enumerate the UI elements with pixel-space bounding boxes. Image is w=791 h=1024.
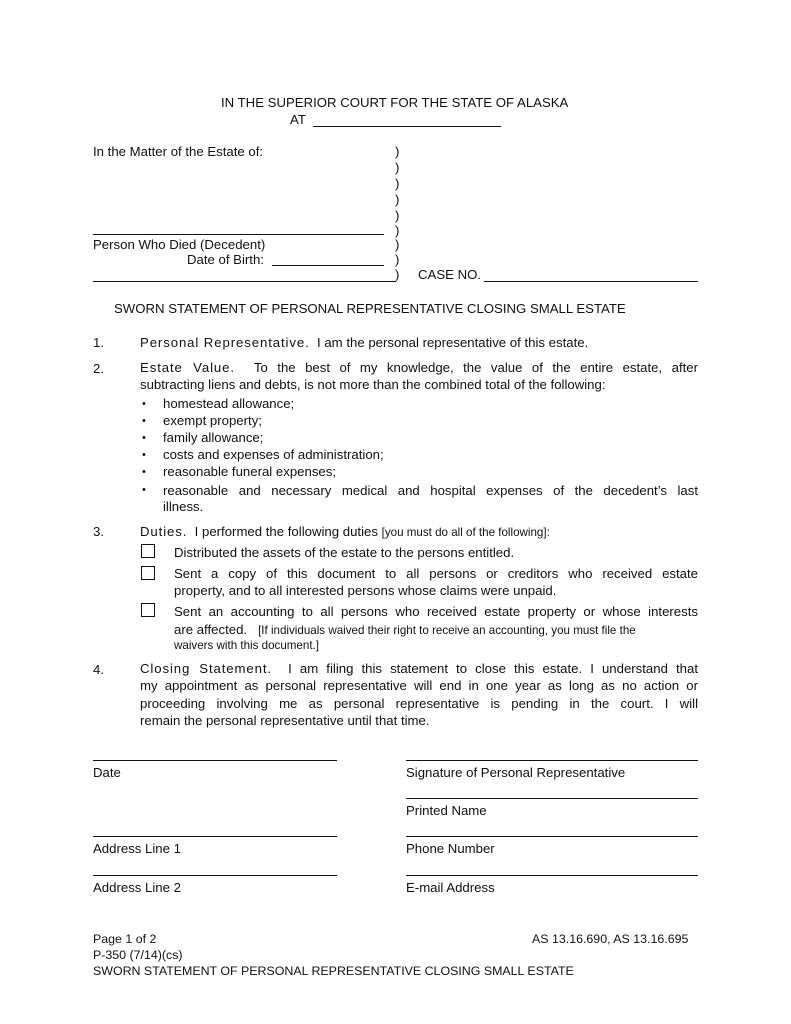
duty-3-line-2 <box>174 623 636 637</box>
duty-3-checkbox[interactable] <box>141 603 155 617</box>
address-1-label: Address Line 1 <box>93 841 181 856</box>
document-title: SWORN STATEMENT OF PERSONAL REPRESENTATIVE CLOSING SMALL ESTATE <box>114 301 626 316</box>
duty-3-text <box>174 603 698 620</box>
list-item-continuation: illness. <box>163 499 204 514</box>
address-2-label: Address Line 2 <box>93 880 181 895</box>
section-line: subtracting liens and debts, is not more than the combined total of the following: <box>140 377 606 393</box>
caption-paren: ) <box>395 192 400 207</box>
bullet-icon: • <box>142 398 146 410</box>
form-number: P-350 (7/14)(cs) <box>93 948 183 962</box>
caption-paren: ) <box>395 237 400 252</box>
address-1-line[interactable] <box>93 836 337 837</box>
duty-line: are affected. <box>174 622 248 637</box>
list-item: reasonable and necessary medical and hospital expenses of the decedent’s last <box>163 483 698 498</box>
bullet-icon: • <box>142 415 146 427</box>
section-heading: Duties. <box>140 524 188 539</box>
caption-paren: ) <box>395 176 400 191</box>
case-no-line[interactable] <box>484 281 698 282</box>
list-item: family allowance; <box>163 430 264 445</box>
phone-line[interactable] <box>406 836 698 837</box>
signature-line[interactable] <box>406 760 698 761</box>
bullet-icon: • <box>142 484 146 496</box>
caption-paren: ) <box>395 208 400 223</box>
caption-paren: ) <box>395 223 400 238</box>
section-line: proceeding involving me as personal representative is pending in the court. I will <box>140 695 698 711</box>
section-4-text <box>140 660 698 729</box>
section-number: 2. <box>93 361 104 376</box>
list-item: homestead allowance; <box>163 396 295 411</box>
instruction-note: [you must do all of the following]: <box>381 526 550 539</box>
statute-citation: AS 13.16.690, AS 13.16.695 <box>532 932 689 946</box>
dob-line[interactable] <box>272 265 384 266</box>
section-number: 3. <box>93 524 104 539</box>
decedent-name-line[interactable] <box>93 234 384 235</box>
section-heading: Estate Value. <box>140 360 235 375</box>
bullet-icon: • <box>142 449 146 461</box>
duty-2-text <box>174 565 698 600</box>
date-line[interactable] <box>93 760 337 761</box>
instruction-note: [If individuals waived their right to receive an accounting, you must file the <box>258 624 636 637</box>
section-1 <box>140 336 588 349</box>
section-line: my appointment as personal representative will end in one year as long as no action or <box>140 678 698 694</box>
section-2-text <box>140 359 698 394</box>
duty-line: Sent an accounting to all persons who received estate property or whose interests <box>174 604 698 619</box>
printed-name-line[interactable] <box>406 798 698 799</box>
list-item: reasonable funeral expenses; <box>163 464 337 479</box>
section-heading: Personal Representative. <box>140 335 310 350</box>
email-label: E-mail Address <box>406 880 495 895</box>
estate-matter-label: In the Matter of the Estate of: <box>93 144 264 159</box>
at-label: AT <box>290 112 306 127</box>
section-number: 4. <box>93 662 104 677</box>
list-item: exempt property; <box>163 413 262 428</box>
bullet-icon: • <box>142 466 146 478</box>
section-3-intro <box>140 525 550 539</box>
caption-paren: ) <box>395 144 400 159</box>
caption-paren: ) <box>395 160 400 175</box>
instruction-note: waivers with this document.] <box>174 639 319 652</box>
decedent-label: Person Who Died (Decedent) <box>93 237 266 252</box>
address-2-line[interactable] <box>93 875 337 876</box>
email-line[interactable] <box>406 875 698 876</box>
section-line: I am filing this statement to close this estate. I understand that <box>288 661 698 676</box>
duty-1-text: Distributed the assets of the estate to the persons entitled. <box>174 545 515 560</box>
section-heading: Closing Statement. <box>140 661 273 676</box>
list-item: costs and expenses of administration; <box>163 447 384 462</box>
caption-paren: ) <box>395 252 400 267</box>
section-text: I am the personal representative of this estate. <box>317 335 589 350</box>
caption-bottom-line <box>93 281 396 282</box>
section-line: remain the personal representative until that time. <box>140 712 430 728</box>
duty-line: property, and to all interested persons whose claims were unpaid. <box>174 583 557 599</box>
caption-paren: ) <box>395 267 400 282</box>
case-no-label: CASE NO. <box>418 267 482 282</box>
printed-name-label: Printed Name <box>406 803 487 818</box>
page-number: Page 1 of 2 <box>93 932 157 946</box>
duty-line: Sent a copy of this document to all persons or creditors who received estate <box>174 566 698 581</box>
form-title: SWORN STATEMENT OF PERSONAL REPRESENTATIVE CLOSING SMALL ESTATE <box>93 964 574 978</box>
phone-label: Phone Number <box>406 841 495 856</box>
date-label: Date <box>93 765 121 780</box>
court-heading: IN THE SUPERIOR COURT FOR THE STATE OF ALASKA <box>221 95 569 110</box>
signature-label: Signature of Personal Representative <box>406 765 626 780</box>
at-location-line[interactable] <box>313 126 501 127</box>
section-number: 1. <box>93 335 104 350</box>
duty-1-checkbox[interactable] <box>141 544 155 558</box>
duty-2-checkbox[interactable] <box>141 566 155 580</box>
section-line: To the best of my knowledge, the value of the entire estate, after <box>253 360 699 375</box>
section-text: I performed the following duties <box>194 524 378 539</box>
dob-label: Date of Birth: <box>187 252 264 267</box>
bullet-icon: • <box>142 432 146 444</box>
